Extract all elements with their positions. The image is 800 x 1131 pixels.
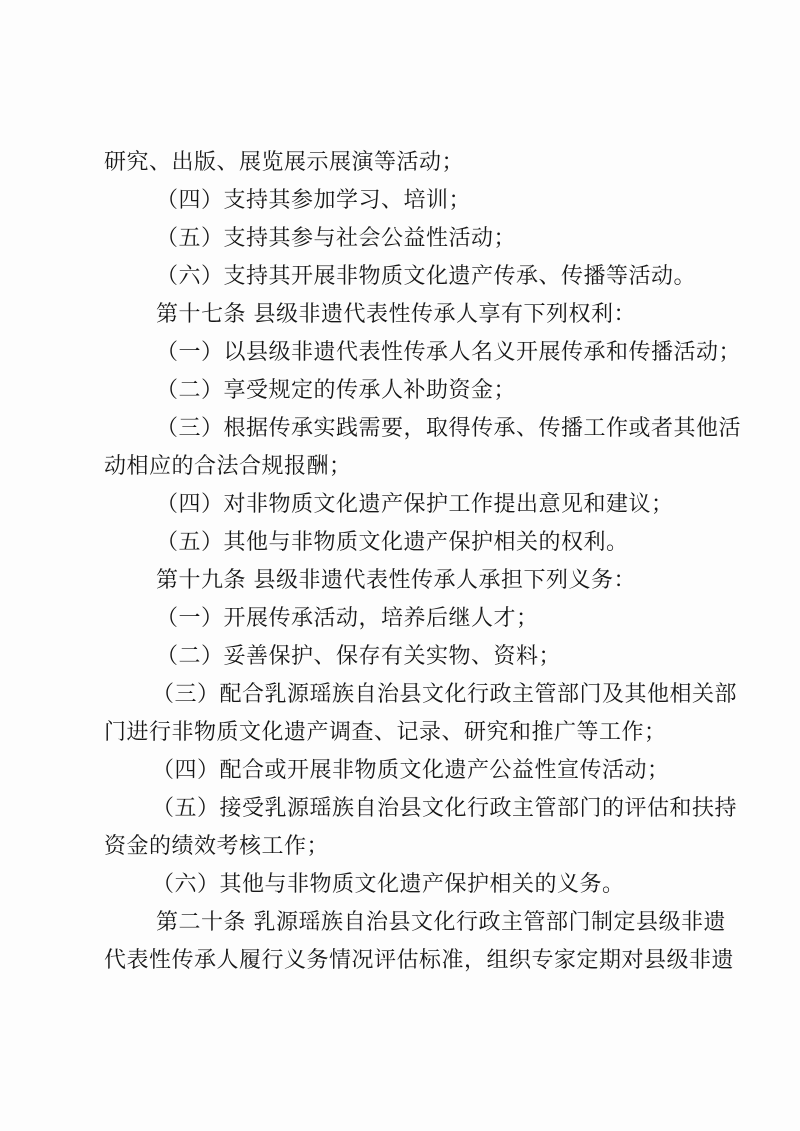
text-line: （五）其他与非物质文化遗产保护相关的权利。 — [156, 530, 629, 555]
article-heading: 第十九条 县级非遗代表性传承人承担下列义务： — [156, 568, 636, 593]
text-line: （五）支持其参与社会公益性活动； — [156, 226, 517, 251]
text-line: （四）支持其参加学习、培训； — [156, 188, 472, 213]
text-line: 代表性传承人履行义务情况评估标准，组织专家定期对县级非遗 — [104, 948, 735, 973]
text-line: （四）配合或开展非物质文化遗产公益性宣传活动； — [152, 758, 670, 783]
text-line: （四）对非物质文化遗产保护工作提出意见和建议； — [156, 492, 674, 517]
text-line: （二）享受规定的传承人补助资金； — [156, 378, 517, 403]
article-heading: 第二十条 乳源瑶族自治县文化行政主管部门制定县级非遗 — [156, 910, 726, 935]
text-line: 研究、出版、展览展示展演等活动； — [104, 150, 465, 175]
text-line: （二）妥善保护、保存有关实物、资料； — [156, 644, 562, 669]
text-line: （一）开展传承活动，培养后继人才； — [156, 606, 539, 631]
text-line: （三）根据传承实践需要，取得传承、传播工作或者其他活 — [156, 416, 742, 441]
text-line: 资金的绩效考核工作； — [104, 834, 330, 859]
text-line: 门进行非物质文化遗产调查、记录、研究和推广等工作； — [104, 720, 667, 745]
text-line: （一）以县级非遗代表性传承人名义开展传承和传播活动； — [156, 340, 742, 365]
text-line: 动相应的合法合规报酬； — [104, 454, 352, 479]
text-line: （三）配合乳源瑶族自治县文化行政主管部门及其他相关部 — [152, 682, 738, 707]
text-line: （六）其他与非物质文化遗产保护相关的义务。 — [152, 872, 625, 897]
article-heading: 第十七条 县级非遗代表性传承人享有下列权利： — [156, 302, 636, 327]
text-line: （六）支持其开展非物质文化遗产传承、传播等活动。 — [156, 264, 697, 289]
document-body — [104, 144, 742, 980]
text-line: （五）接受乳源瑶族自治县文化行政主管部门的评估和扶持 — [152, 796, 738, 821]
